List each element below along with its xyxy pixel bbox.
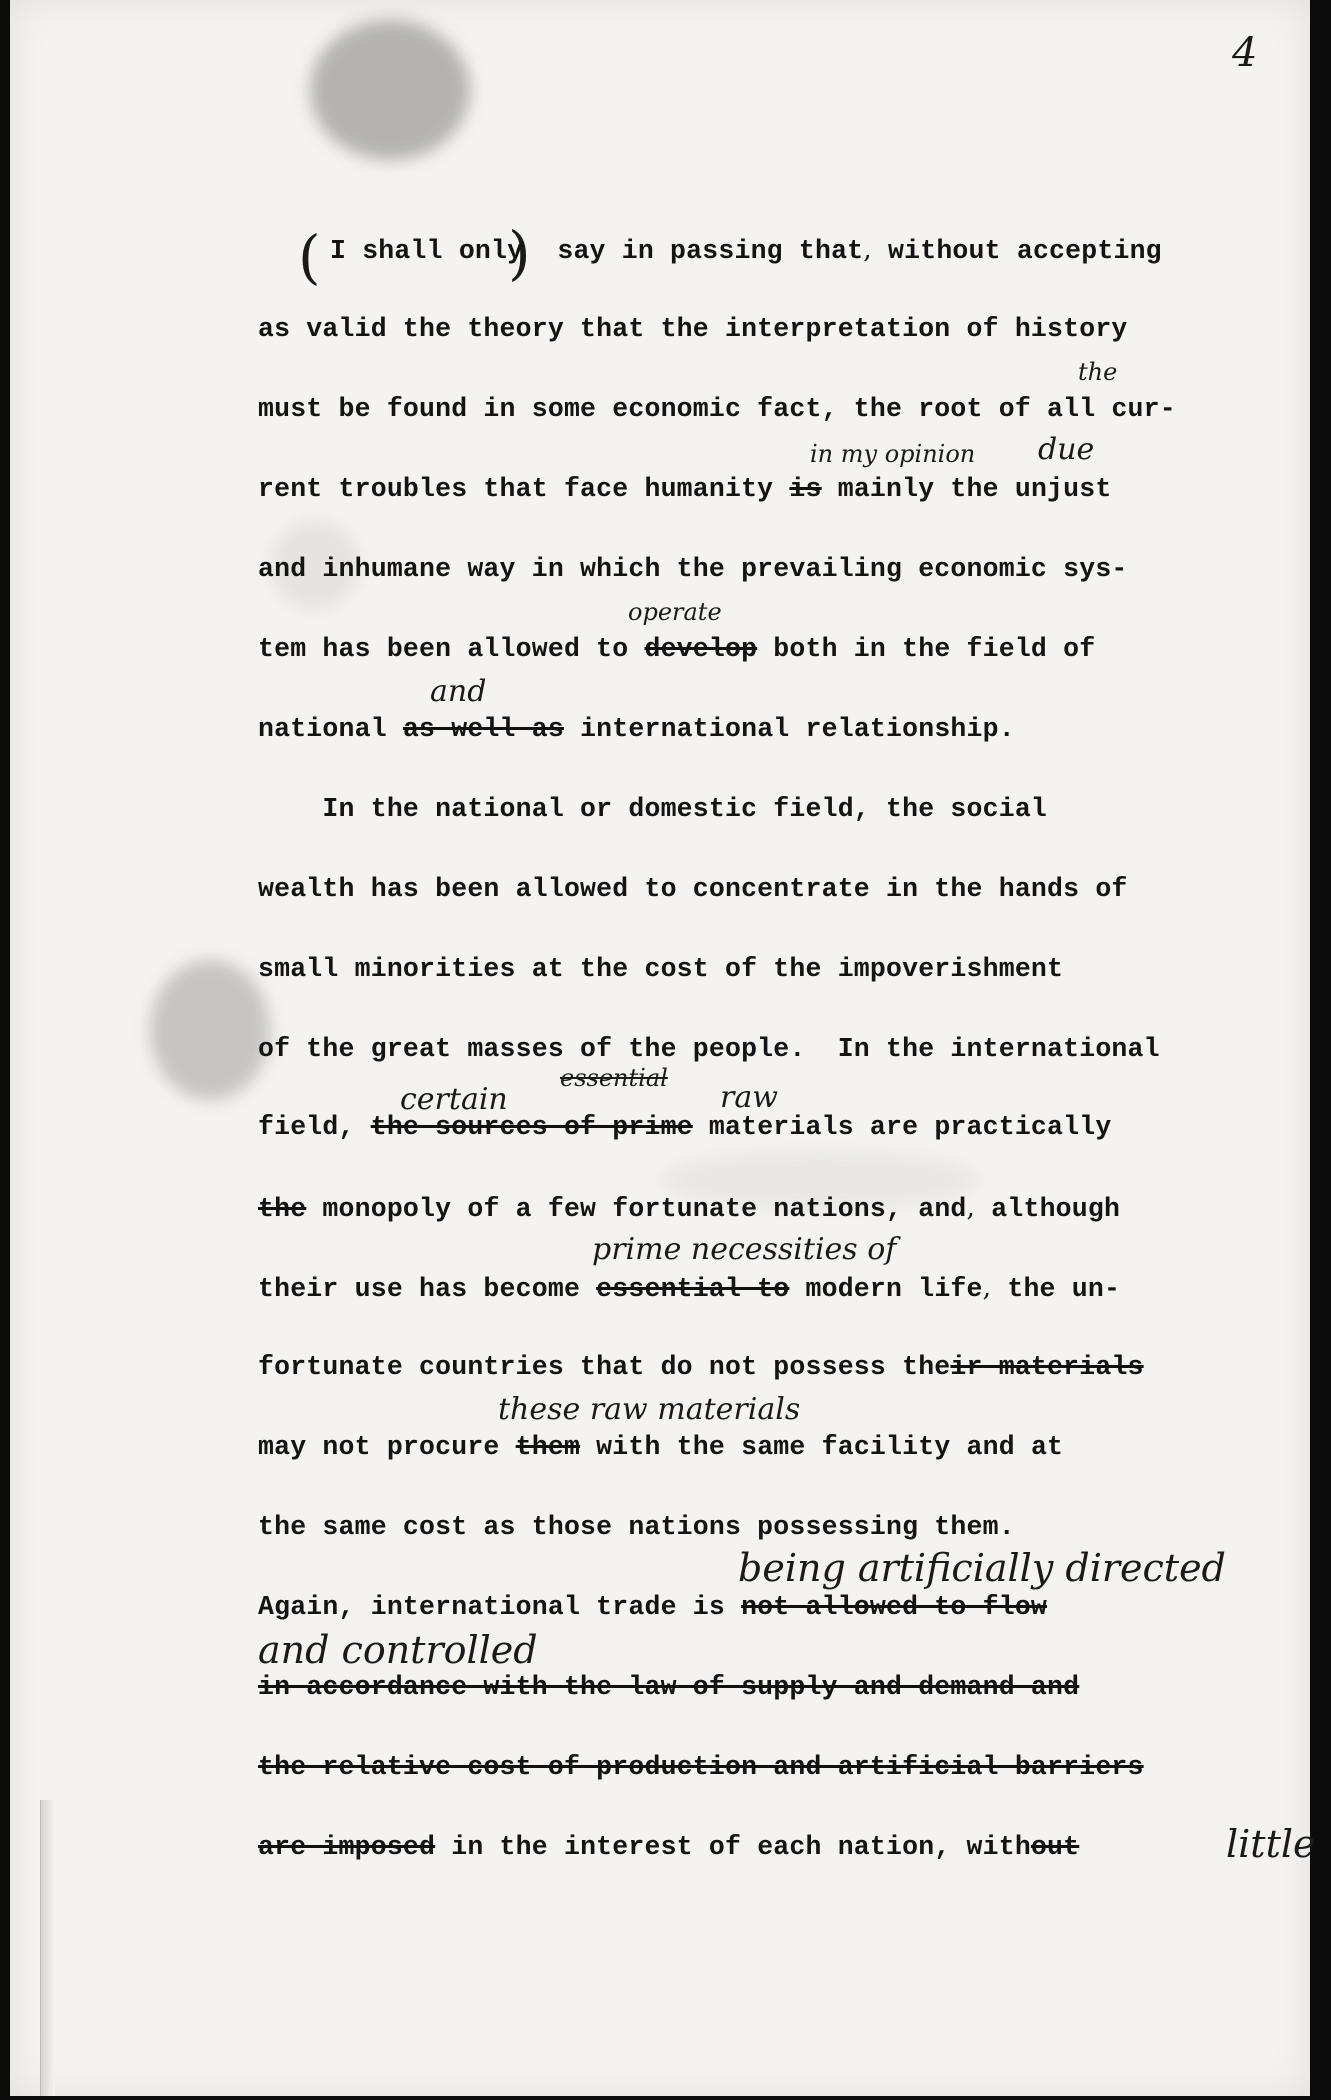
page-number: 4 (1232, 30, 1258, 76)
typed-line-10: small minorities at the cost of the impoverishment (258, 954, 1064, 984)
typed-line-19: in accordance with the law of supply and demand and (258, 1672, 1080, 1702)
page-crease (40, 1800, 55, 2096)
handwritten-raw: raw (720, 1080, 778, 1115)
typed-line-1: I shall only say in passing that, without accepting (330, 234, 1162, 266)
handwritten-certain: certain (400, 1082, 508, 1117)
handwritten-prime-necessities: prime necessities of (592, 1232, 897, 1267)
typed-line-17: the same cost as those nations possessing them. (258, 1512, 1015, 1542)
inserted-comma: , (982, 1272, 992, 1303)
handwritten-being-artificially-directed: being artificially directed (738, 1546, 1226, 1590)
typed-line-2: as valid the theory that the interpretation of history (258, 314, 1128, 344)
handwritten-operate: operate (628, 598, 722, 626)
typed-line-21: are imposed in the interest of each nation, without (258, 1832, 1080, 1862)
typed-line-15: fortunate countries that do not possess their materials (258, 1352, 1144, 1382)
ink-smudge (150, 960, 270, 1100)
typed-line-13: the monopoly of a few fortunate nations, and, although (258, 1192, 1121, 1224)
typed-line-3: must be found in some economic fact, the root of all cur- (258, 394, 1176, 424)
inserted-comma: , (863, 234, 872, 265)
handwritten-the: the (1078, 358, 1118, 386)
typed-line-8: In the national or domestic field, the social (258, 794, 1048, 824)
typed-line-11: of the great masses of the people. In the international (258, 1034, 1160, 1064)
typed-line-9: wealth has been allowed to concentrate in the hands of (258, 874, 1128, 904)
handwritten-these-raw-materials: these raw materials (498, 1392, 801, 1427)
typed-line-16: may not procure them with the same facility and at (258, 1432, 1064, 1462)
typed-line-12: field, the sources of prime materials are practically (258, 1112, 1112, 1142)
left-parenthesis-mark: ( (298, 223, 321, 291)
inserted-comma: , (966, 1192, 976, 1223)
handwritten-little: little (1226, 1822, 1316, 1866)
typed-line-4: rent troubles that face humanity is mainly the unjust (258, 474, 1112, 504)
typed-line-6: tem has been allowed to develop both in the field of (258, 634, 1096, 664)
handwritten-essential-struck: essential (560, 1064, 668, 1092)
handwritten-in-my-opinion: in my opinion (810, 440, 976, 468)
typed-line-5: and inhumane way in which the prevailing economic sys- (258, 554, 1128, 584)
right-parenthesis-mark: ) (508, 219, 531, 287)
handwritten-due: due (1038, 432, 1095, 467)
typed-line-18: Again, international trade is not allowed to flow (258, 1592, 1048, 1622)
typed-line-20: the relative cost of production and artificial barriers (258, 1752, 1144, 1782)
handwritten-and-controlled: and controlled (258, 1628, 538, 1672)
typed-line-7: national as well as international relationship. (258, 714, 1015, 744)
typed-line-14: their use has become essential to modern life, the un- (258, 1272, 1121, 1304)
handwritten-and: and (430, 674, 487, 709)
ink-smudge (310, 20, 470, 160)
